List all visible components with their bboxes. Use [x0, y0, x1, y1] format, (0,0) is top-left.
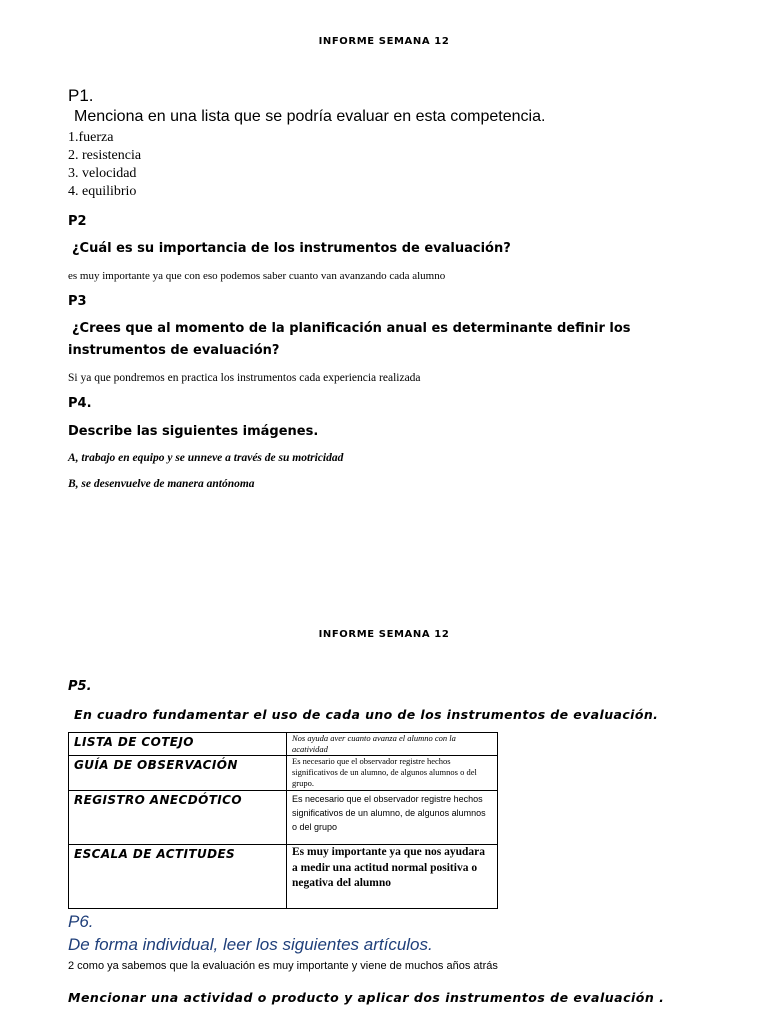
list-item: 3. velocidad [68, 166, 137, 181]
p4-answer-a: A, trabajo en equipo y se unneve a través de su motricidad [68, 452, 344, 464]
table-row [69, 845, 498, 909]
p2-answer: es muy importante ya que con eso podemos saber cuanto van avanzando cada alumno [68, 270, 446, 282]
p5-label: P5. [68, 679, 92, 694]
p1-question: Menciona en una lista que se podría evaluar en esta competencia. [74, 108, 546, 125]
p4-label: P4. [68, 396, 92, 411]
p3-question-line2: instrumentos de evaluación? [68, 343, 280, 358]
p6-title: De forma individual, leer los siguientes artículos. [68, 935, 433, 954]
p4-answer-b: B, se desenvuelve de manera antónoma [68, 478, 255, 490]
instrument-description: Es muy importante ya que nos ayudara a medir una actitud normal positiva o negativa del alumno [287, 845, 498, 909]
p3-label: P3 [68, 294, 87, 309]
instrument-name: GUÍA DE OBSERVACIÓN [69, 756, 287, 791]
page1-header: INFORME SEMANA 12 [318, 36, 450, 47]
p2-label: P2 [68, 214, 87, 229]
instrument-description: Es necesario que el observador registre hechos significativos de un alumno, de algunos alumnos o del grupo. [287, 756, 498, 791]
instrument-name: REGISTRO ANECDÓTICO [69, 791, 287, 845]
list-item: 4. equilibrio [68, 184, 137, 199]
p4-question: Describe las siguientes imágenes. [68, 424, 319, 439]
p5-question: En cuadro fundamentar el uso de cada uno de los instrumentos de evaluación. [74, 707, 659, 722]
p6-label: P6. [68, 912, 94, 931]
p3-question-line1: ¿Crees que al momento de la planificación anual es determinante definir los [72, 321, 631, 336]
instrument-name: ESCALA DE ACTITUDES [69, 845, 287, 909]
p2-question: ¿Cuál es su importancia de los instrumentos de evaluación? [72, 241, 511, 256]
instrument-description: Nos ayuda aver cuanto avanza el alumno con la acatividad [287, 733, 498, 756]
p6-instruction: Mencionar una actividad o producto y aplicar dos instrumentos de evaluación . [68, 990, 665, 1005]
p6-note: 2 como ya sabemos que la evaluación es muy importante y viene de muchos años atrás [68, 960, 498, 972]
table-row [69, 756, 498, 791]
table-row [69, 733, 498, 756]
table-row [69, 791, 498, 845]
instruments-table [68, 732, 498, 909]
instrument-description: Es necesario que el observador registre hechos significativos de un alumno, de algunos alumnos o del grupo [287, 791, 498, 845]
p1-label: P1. [68, 86, 94, 105]
list-item: 1.fuerza [68, 130, 114, 145]
p1-list [68, 129, 141, 201]
page2-header: INFORME SEMANA 12 [318, 629, 450, 640]
p3-answer: Si ya que pondremos en practica los instrumentos cada experiencia realizada [68, 372, 421, 384]
list-item: 2. resistencia [68, 148, 142, 163]
instrument-name: LISTA DE COTEJO [69, 733, 287, 756]
